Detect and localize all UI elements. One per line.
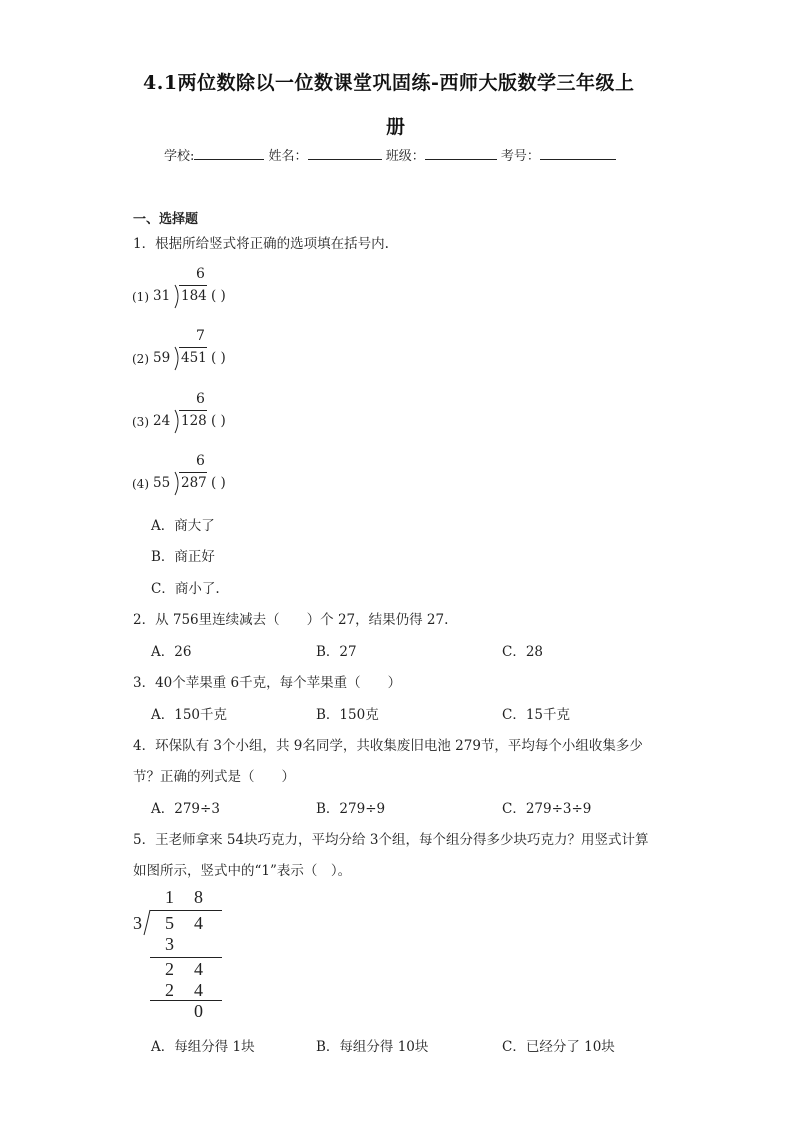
divisor: 3 [133, 913, 142, 933]
division-bar [179, 472, 207, 473]
long-division-item-2 [131, 328, 271, 376]
q3-option-c[interactable]: C．15千克 [502, 707, 571, 723]
exam-number-label: 考号： [500, 149, 540, 164]
divisor: 31 [153, 288, 171, 304]
school-field[interactable] [194, 146, 264, 160]
q2-option-c[interactable]: C．28 [502, 644, 544, 660]
q1-option-a[interactable]: A．商大了 [151, 518, 215, 534]
school-label: 学校: [164, 149, 195, 164]
q4-option-a[interactable]: A．279÷3 [151, 801, 220, 817]
division-bar [179, 285, 207, 286]
step-line-2 [150, 1000, 222, 1001]
dividend-digit-ones: 4 [194, 913, 203, 933]
step1-product: 3 [165, 934, 174, 954]
q5-option-a[interactable]: A．每组分得 1块 [151, 1039, 255, 1055]
class-field[interactable] [425, 146, 497, 160]
dividend: 451 [181, 350, 207, 366]
divisor: 55 [153, 475, 171, 491]
step2-digit-tens: 2 [165, 959, 174, 979]
division-bar [179, 347, 207, 348]
question-3-stem: 3．40个苹果重 6千克，每个苹果重（ ） [133, 675, 402, 691]
question-2-stem: 2．从 756里连续减去（ ）个 27，结果仍得 27. [133, 612, 449, 628]
question-4-stem-line2: 节？正确的列式是（ ） [133, 769, 295, 785]
step2-digit-ones: 4 [194, 959, 203, 979]
long-division-item-4 [131, 453, 271, 501]
divisor: 24 [153, 413, 171, 429]
long-division-item-1 [131, 266, 271, 314]
q5-option-b[interactable]: B．每组分得 10块 [316, 1039, 429, 1055]
divisor: 59 [153, 350, 171, 366]
q2-option-b[interactable]: B．27 [316, 644, 357, 660]
dividend: 287 [181, 475, 207, 491]
answer-blank[interactable]: ( ) [211, 350, 226, 366]
step3-digit-ones: 4 [194, 980, 203, 1000]
quotient: 6 [196, 453, 205, 469]
answer-blank[interactable]: ( ) [211, 413, 226, 429]
dividend-digit-tens: 5 [165, 913, 174, 933]
q4-option-b[interactable]: B．279÷9 [316, 801, 386, 817]
step-line-1 [150, 957, 222, 958]
remainder: 0 [194, 1001, 203, 1021]
division-bar [150, 910, 222, 911]
item-label: (4) [132, 477, 149, 491]
page-title-line2: 册 [386, 116, 406, 138]
q3-option-b[interactable]: B．150克 [316, 707, 379, 723]
page-title-line1: 4.1两位数除以一位数课堂巩固练-西师大版数学三年级上 [143, 72, 635, 94]
item-label: (2) [132, 352, 149, 366]
class-label: 班级： [385, 149, 425, 164]
quotient: 6 [196, 266, 205, 282]
q3-option-a[interactable]: A．150千克 [151, 707, 228, 723]
section-heading: 一、选择题 [133, 212, 199, 227]
quotient-digit-ones: 8 [194, 887, 203, 907]
answer-blank[interactable]: ( ) [211, 475, 226, 491]
question-5-stem-line2: 如图所示，竖式中的“1”表示（ ）。 [133, 863, 352, 879]
item-label: (1) [132, 290, 149, 304]
quotient-digit-tens: 1 [165, 887, 174, 907]
quotient: 7 [196, 328, 205, 344]
exam-number-field[interactable] [540, 146, 616, 160]
answer-blank[interactable]: ( ) [211, 288, 226, 304]
q4-option-c[interactable]: C．279÷3÷9 [502, 801, 592, 817]
division-bracket [144, 910, 154, 936]
question-1-stem: 1．根据所给竖式将正确的选项填在括号内. [133, 236, 389, 252]
item-label: (3) [132, 415, 149, 429]
name-field[interactable] [308, 146, 382, 160]
question-5-stem-line1: 5．王老师拿来 54块巧克力，平均分给 3个组，每个组分得多少块巧克力？用竖式计算 [133, 832, 649, 848]
q1-option-c[interactable]: C．商小了. [151, 581, 220, 597]
q5-division-figure [128, 886, 238, 1022]
q1-option-b[interactable]: B．商正好 [151, 549, 215, 565]
question-4-stem-line1: 4．环保队有 3个小组，共 9名同学，共收集废旧电池 279节，平均每个小组收集多少 [133, 738, 643, 754]
step3-digit-tens: 2 [165, 980, 174, 1000]
name-label: 姓名： [268, 149, 308, 164]
q5-option-c[interactable]: C．已经分了 10块 [502, 1039, 615, 1055]
dividend: 184 [181, 288, 207, 304]
division-bar [179, 410, 207, 411]
quotient: 6 [196, 391, 205, 407]
long-division-item-3 [131, 391, 271, 439]
q2-option-a[interactable]: A．26 [151, 644, 192, 660]
dividend: 128 [181, 413, 207, 429]
student-info-row [164, 145, 616, 164]
